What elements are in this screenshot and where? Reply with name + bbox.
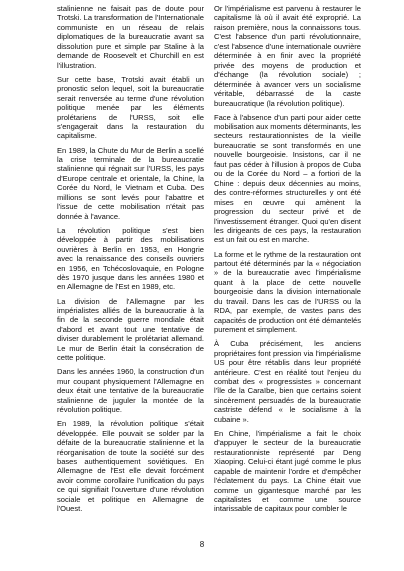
paragraph: En Chine, l'impérialisme a fait le choix d'appuyer le secteur de la bureaucratie restaurationniste représenté par Deng Xiaoping. Celui-ci étant jugé comme le plus capable de maintenir l'ordre et d'empêcher l'éclatement du pays. La Chine était vue comme un gigantesque marché par les capitalistes et comme une source intarissable de capitaux pour combler le bbox=[214, 428, 361, 514]
paragraph: Or l'impérialisme est parvenu à restaurer le capitalisme là où il avait été exproprié. La raison première, nous la connaissons tous. C'est l'absence d'un parti révolutionnaire, c'est l'absence d'une internationale ouvrière déterminée à en finir avec la propriété privée des moyens de production et d'échange (la révolution sociale) ; déterminée à avancer vers un socialisme véritable, débarrassé de la caste bureaucratique (la révolution politique). bbox=[214, 4, 361, 108]
paragraph: Face à l'absence d'un parti pour aider cette mobilisation aux moments déterminants, les secteurs restaurationnistes de la vieille bureaucratie se sont transformés en une nouvelle bourgeoisie. Insistons, car il ne faut pas céder à l'illusion à propos de Cuba ou de la Corée du Nord – a fortiori de la Chine : depuis deux décennies au moins, des contre-réformes structurelles y ont été mises en œuvre qui amènent la progression du secteur privé et de l'investissement étranger. Quoi qu'en disent les dirigeants de ces pays, la restauration est un fait ou est en marche. bbox=[214, 112, 361, 245]
paragraph: À Cuba précisément, les anciens propriétaires font pression via l'impérialisme US pour être rétablis dans leur propriété antérieure. C'est en réalité tout l'enjeu du combat des « progressistes » concernant l'île de la Caraïbe, bien que certains soient sincèrement persuadés de la bureaucratie castriste défend « le socialisme à la cubaine ». bbox=[214, 339, 361, 424]
paragraph: stalinienne ne faisait pas de doute pour Trotski. La transformation de l'Internationale communiste en un réseau de relais diplomatiques de la bureaucratie avant sa dissolution pure et simple par Staline à la demande de Roosevelt et Churchill en est l'illustration. bbox=[57, 4, 204, 70]
paragraph: La division de l'Allemagne par les impérialistes alliés de la bureaucratie à la fin de la seconde guerre mondiale était d'abord et avant tout une tentative de diviser durablement le prolétariat allemand. Le mur de Berlin était la consécration de cette politique. bbox=[57, 296, 204, 363]
paragraph: En 1989, la Chute du Mur de Berlin a scellé la crise terminale de la bureaucratie stalinienne qui régnait sur l'URSS, les pays d'Europe centrale et orientale, la Chine, la Corée du Nord, le Vietnam et Cuba. Des millions se sont levés pour l'abattre et l'issue de cette mobilisation n'était pas donnée à l'avance. bbox=[57, 145, 204, 221]
paragraph: En 1989, la révolution politique s'était développée. Elle pouvait se solder par la défaite de la bureaucratie stalinienne et la réorganisation de toute la société sur des bases authentiquement soviétiques. En Allemagne de l'Est elle devait forcément avoir comme corollaire l'unification du pays ce qui signifiait l'ouverture d'une révolution sociale et politique en Allemagne de l'Ouest. bbox=[57, 419, 204, 514]
paragraph: Dans les années 1960, la construction d'un mur coupant physiquement l'Allemagne en deux était une tentative de la bureaucratie stalinienne de juguler la montée de la révolution politique. bbox=[57, 367, 204, 415]
paragraph: La forme et le rythme de la restauration ont partout été déterminés par la « négociation » de la bureaucratie avec l'impérialisme quant à la place de cette nouvelle bourgeoisie dans la division internationale du travail. Dans les cas de l'URSS ou la RDA, par exemple, de vastes pans des capacités de production ont été démantelés purement et simplement. bbox=[214, 249, 361, 335]
paragraph: Sur cette base, Trotski avait établi un pronostic selon lequel, soit la bureaucratie serait renversée au terme d'une révolution politique menée par les éléments prolétariens de l'URSS, soit elle s'engagerait dans la restauration du capitalisme. bbox=[57, 74, 204, 141]
page-number: 8 bbox=[199, 540, 205, 549]
paragraph: La révolution politique s'est bien développée à partir des mobilisations ouvrières à Berlin en 1953, en Hongrie avec la renaissance des conseils ouvriers en 1956, en Tchécoslovaquie, en Pologne dès 1970 jusque dans les années 1980 et en Allemagne de l'Est en 1989, etc. bbox=[57, 225, 204, 292]
left-column bbox=[57, 4, 204, 518]
right-column bbox=[214, 4, 361, 519]
